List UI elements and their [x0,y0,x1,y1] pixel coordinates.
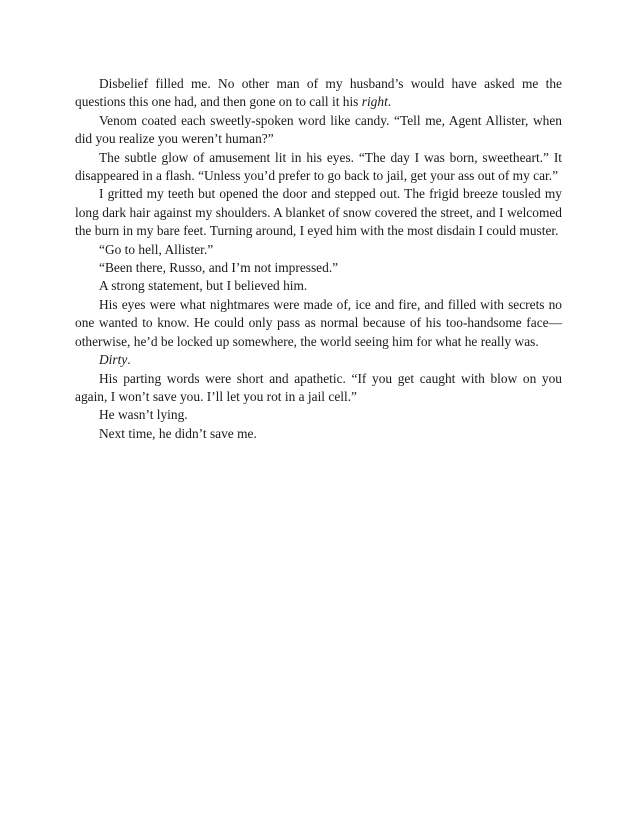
paragraph-1 [75,75,562,112]
text-span: Disbelief filled me. No other man of my husband’s would have asked me the questions this one had, and then gone on to call it his [75,76,562,110]
text-span: I gritted my teeth but opened the door and stepped out. The frigid breeze tousled my long dark hair against my shoulders. A blanket of snow covered the street, and I welcomed the burn in my bare feet. Turning around, I eyed him with the most disdain I could muster. [75,186,562,239]
text-span: His eyes were what nightmares were made of, ice and fire, and filled with secrets no one wanted to know. He could only pass as normal because of his too-handsome face—otherwise, he’d be locked up somewhere, the world seeing him for what he really was. [75,296,562,349]
text-span: He wasn’t lying. [99,407,188,423]
text-span: . [127,352,131,368]
paragraph-6 [75,259,562,277]
text-span: The subtle glow of amusement lit in his eyes. “The day I was born, sweetheart.” It disappeared in a flash. “Unless you’d prefer to go back to jail, get your ass out of my car.” [75,149,562,184]
paragraph-5 [75,241,562,259]
paragraph-10 [75,370,562,407]
text-span: “Been there, Russo, and I’m not impressed.” [99,260,339,276]
italic-word: right [361,94,388,110]
paragraph-7 [75,277,562,295]
text-span: Venom coated each sweetly-spoken word like candy. “Tell me, Agent Allister, when did you realize you weren’t human?” [75,112,562,147]
text-span: . [387,94,392,110]
text-span: “Go to hell, Allister.” [99,241,214,257]
paragraph-11 [75,406,562,424]
text-span: Next time, he didn’t save me. [99,425,257,441]
text-span: His parting words were short and apathetic. “If you get caught with blow on you again, I won’t save you. I’ll let you rot in a jail cell.” [75,370,562,404]
paragraph-2 [75,112,562,149]
italic-word: Dirty [99,352,128,368]
paragraph-3 [75,149,562,186]
document-page [75,75,562,443]
text-span: A strong statement, but I believed him. [99,278,308,294]
paragraph-4 [75,185,562,240]
paragraph-12 [75,425,562,443]
paragraph-9 [75,351,562,369]
paragraph-8 [75,296,562,351]
